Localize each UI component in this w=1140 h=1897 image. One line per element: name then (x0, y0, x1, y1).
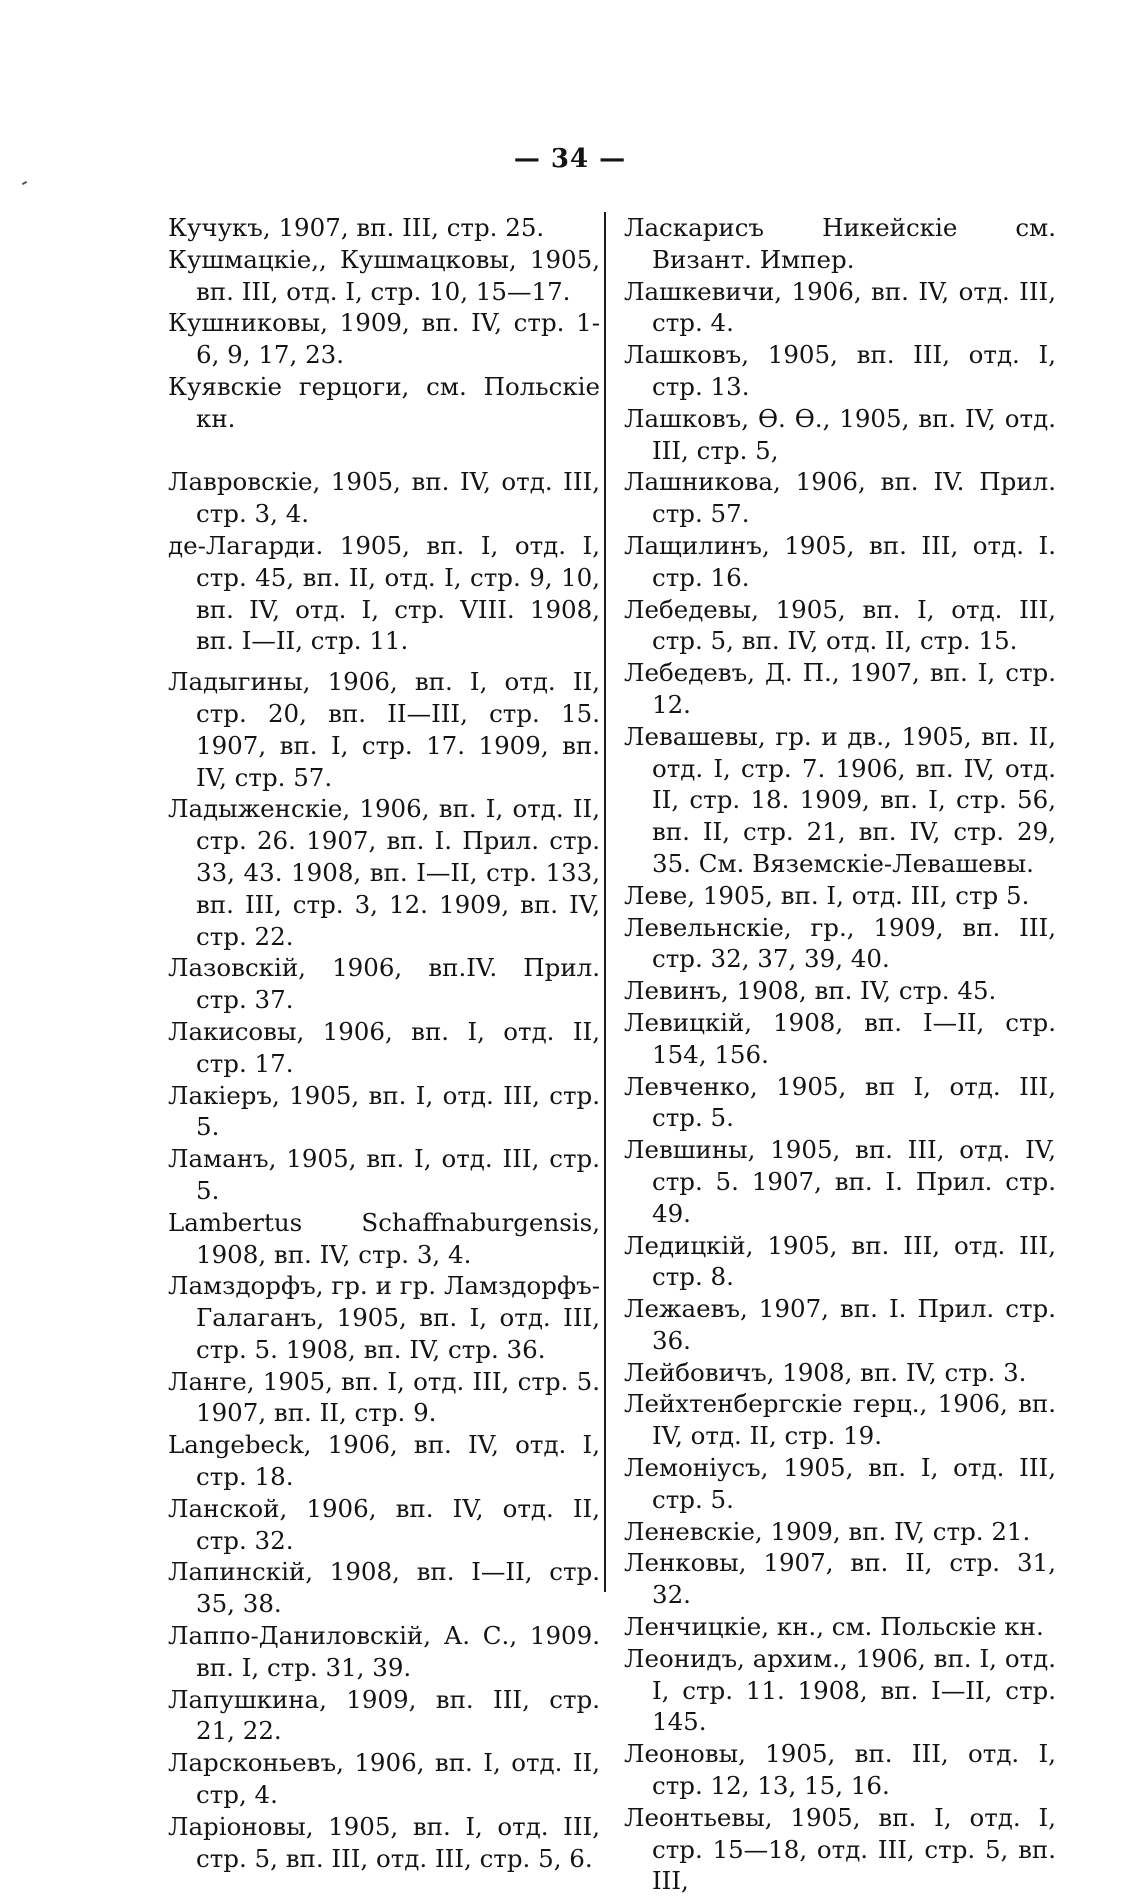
index-entry: Ларіоновы, 1905, вп. I, отд. III, стр. 5, вп. III, отд. III, стр. 5, 6. (168, 1811, 600, 1873)
index-entry: Ларсконьевъ, 1906, вп. I, отд. II, стр, 4. (168, 1748, 600, 1810)
index-entry: Лейхтенбергскіе герц., 1906, вп. IV, отд. II, стр. 19. (624, 1389, 1056, 1451)
index-entry: Лашникова, 1906, вп. IV. Прил. стр. 57. (624, 467, 1056, 529)
index-entry: Лаппо-Даниловскій, А. С., 1909. вп. I, стр. 31, 39. (168, 1621, 600, 1682)
index-entry: Лапинскій, 1908, вп. I—II, стр. 35, 38. (168, 1557, 600, 1619)
index-entry: Кушмацкіе,, Кушмацковы, 1905, вп. III, отд. I, стр. 10, 15—17. (168, 244, 600, 306)
index-entry: Лазовскій, 1906, вп.IV. Прил. стр. 37. (168, 953, 600, 1015)
index-entry: Левицкій, 1908, вп. I—II, стр. 154, 156. (624, 1007, 1056, 1069)
index-entry: Лакіеръ, 1905, вп. I, отд. III, стр. 5. (168, 1080, 600, 1142)
index-entry: Кучукъ, 1907, вп. III, стр. 25. (168, 213, 545, 242)
index-entry: Ленковы, 1907, вп. II, стр. 31, 32. (624, 1548, 1056, 1610)
stray-mark (22, 181, 27, 185)
index-entry: Лапушкина, 1909, вп. III, стр. 21, 22. (168, 1684, 600, 1746)
index-entry: Lambertus Schaffnaburgensis, 1908, вп. IV, стр. 3, 4. (168, 1207, 600, 1269)
index-entry: Куявскіе герцоги, см. Польскіе кн. (168, 371, 600, 433)
index-entry: Ламанъ, 1905, вп. I, отд. III, стр. 5. (168, 1144, 600, 1205)
index-entry: Лашковъ, Ѳ. Ѳ., 1905, вп. IV, отд. III, стр. 5, (624, 403, 1056, 465)
column-divider (604, 212, 606, 1592)
index-entry: Леневскіе, 1909, вп. IV, стр. 21. (624, 1516, 1031, 1546)
index-entry: Левшины, 1905, вп. III, отд. IV, стр. 5. 1907, вп. I. Прил. стр. 49. (624, 1135, 1056, 1228)
index-entry: Леоновы, 1905, вп. III, отд. I, стр. 12, 13, 15, 16. (624, 1739, 1056, 1801)
index-entry: Левашевы, гр. и дв., 1905, вп. II, отд. I, стр. 7. 1906, вп. IV, отд. II, стр. 18. 1909, вп. I, стр. 56, вп. II, стр. 21, вп. IV, стр. 29, 35. См. Вяземскіе-Левашевы. (624, 721, 1056, 878)
index-entry: Лемоніусъ, 1905, вп. I, отд. III, стр. 5. (624, 1453, 1056, 1514)
index-entry: Лавровскіе, 1905, вп. IV, отд. III, стр. 3, 4. (168, 467, 600, 529)
index-entry: Langebeck, 1906, вп. IV, отд. I, стр. 18. (168, 1430, 600, 1492)
index-entry: Ладыженскіе, 1906, вп. I, отд. II, стр. 26. 1907, вп. I. Прил. стр. 33, 43. 1908, вп. I—II, стр. 133, вп. III, стр. 3, 12. 1909, вп. IV, стр. 22. (168, 794, 600, 951)
index-entry: Леонтьевы, 1905, вп. I, отд. I, стр. 15—18, отд. III, стр. 5, вп. III, (624, 1802, 1056, 1896)
index-entry: Лакисовы, 1906, вп. I, отд. II, стр. 17. (168, 1016, 600, 1078)
right-column (624, 212, 1056, 1897)
index-entry: Лебедевы, 1905, вп. I, отд. III, стр. 5, вп. IV, отд. II, стр. 15. (624, 594, 1056, 656)
index-entry: Левельнскіе, гр., 1909, вп. III, стр. 32, 37, 39, 40. (624, 912, 1056, 974)
index-entry: Левинъ, 1908, вп. IV, стр. 45. (624, 976, 997, 1006)
index-entry: Лежаевъ, 1907, вп. I. Прил. стр. 36. (624, 1294, 1056, 1355)
index-entry: Ласкарисъ Никейскіе см. Визант. Импер. (624, 213, 1056, 274)
index-entry: Кушниковы, 1909, вп. IV, стр. 1-6, 9, 17, 23. (168, 308, 600, 370)
index-entry: Леонидъ, архим., 1906, вп. I, отд. I, стр. 11. 1908, вп. I—II, стр. 145. (624, 1643, 1056, 1737)
left-column (168, 212, 600, 1874)
index-entry: Лашкевичи, 1906, вп. IV, отд. III, стр. 4. (624, 276, 1056, 338)
index-entry: Ламздорфъ, гр. и гр. Ламздорфъ-Галаганъ, 1905, вп. I, отд. III, стр. 5. 1908, вп. IV, стр. 36. (168, 1271, 600, 1364)
page-number: — 34 — (513, 144, 627, 174)
index-entry: Лашковъ, 1905, вп. III, отд. I, стр. 13. (624, 340, 1056, 401)
index-entry: Ланской, 1906, вп. IV, отд. II, стр. 32. (168, 1493, 600, 1555)
index-entry: Левченко, 1905, вп I, отд. III, стр. 5. (624, 1071, 1056, 1133)
index-entry: Леве, 1905, вп. I, отд. III, стр 5. (624, 880, 1030, 910)
index-entry: Ленчицкіе, кн., см. Польскіе кн. (624, 1612, 1044, 1642)
index-entry: Лейбовичъ, 1908, вп. IV, стр. 3. (624, 1357, 1027, 1387)
index-entry: Лащилинъ, 1905, вп. III, отд. I. стр. 16. (624, 530, 1056, 592)
index-entry: Лебедевъ, Д. П., 1907, вп. I, стр. 12. (624, 658, 1056, 719)
index-entry: Ледицкій, 1905, вп. III, отд. III, стр. 8. (624, 1230, 1056, 1292)
index-entry: Ладыгины, 1906, вп. I, отд. II, стр. 20, вп. II—III, стр. 15. 1907, вп. I, стр. 17. 1909, вп. IV, стр. 57. (168, 667, 600, 792)
index-entry: Ланге, 1905, вп. I, отд. III, стр. 5. 1907, вп. II, стр. 9. (168, 1366, 600, 1428)
index-entry: де-Лагарди. 1905, вп. I, отд. I, стр. 45, вп. II, отд. I, стр. 9, 10, вп. IV, отд. I, стр. VIII. 1908, вп. I—II, стр. 11. (168, 530, 600, 656)
